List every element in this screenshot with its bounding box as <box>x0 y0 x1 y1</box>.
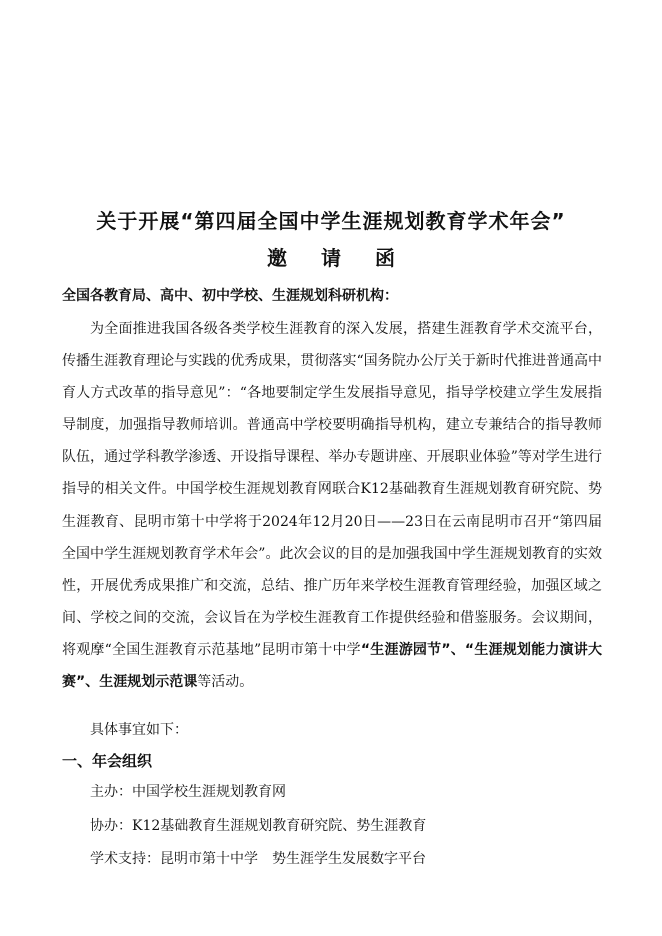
salutation: 全国各教育局、高中、初中学校、生涯规划科研机构： <box>62 288 398 304</box>
paragraph-text: 为全面推进我国各级各类学校生涯教育的深入发展，搭建生涯教育学术交流平台，传播生涯教育理论与实践的优秀成果，贯彻落实“国务院办公厅关于新时代推进普通高中育人方式改革的指导意见”：“各地要制定学生发展指导意见，指导学校建立学生发展指导制度，加强指导教师培训。普通高中学校要明确指导机构，建立专兼结合的指导教师队伍，通过学科教学渗透、开设指导课程、举办专题讲座、开展职业体验”等对学生进行指导的相关文件。中国学校生涯规划教育网联合K12基础教育生涯规划教育研究院、势生涯教育、昆明市第十中学将于2024年12月20日——23日在云南昆明市召开“第四届全国中学生涯规划教育学术年会”。此次会议的目的是加强我国中学生涯规划教育的实效性，开展优秀成果推广和交流，总结、推广历年来学校生涯教育管理经验，加强区域之间、学校之间的交流，会议旨在为学校生涯教育工作提供经验和借鉴服务。会议期间，将观摩“全国生涯教育示范基地”昆明市第十中学 <box>62 321 602 658</box>
paragraph-bold-events: “生涯游园节”、“生涯规划能力演讲大赛”、生涯规划示范课 <box>62 641 602 691</box>
academic-support-line: 学术支持：昆明市第十中学 势生涯学生发展数字平台 <box>90 851 426 867</box>
document-subtitle: 邀请函 <box>267 246 429 270</box>
document-title: 关于开展“第四届全国中学生涯规划教育学术年会” <box>96 209 566 233</box>
paragraph-text-end: 等活动。 <box>197 674 254 691</box>
host-line: 主办：中国学校生涯规划教育网 <box>90 784 286 800</box>
section-heading-organization: 一、年会组织 <box>62 752 153 770</box>
details-intro: 具体事宜如下： <box>90 722 188 738</box>
body-paragraph <box>62 313 602 698</box>
co-host-line: 协办：K12基础教育生涯规划教育研究院、势生涯教育 <box>90 818 427 834</box>
